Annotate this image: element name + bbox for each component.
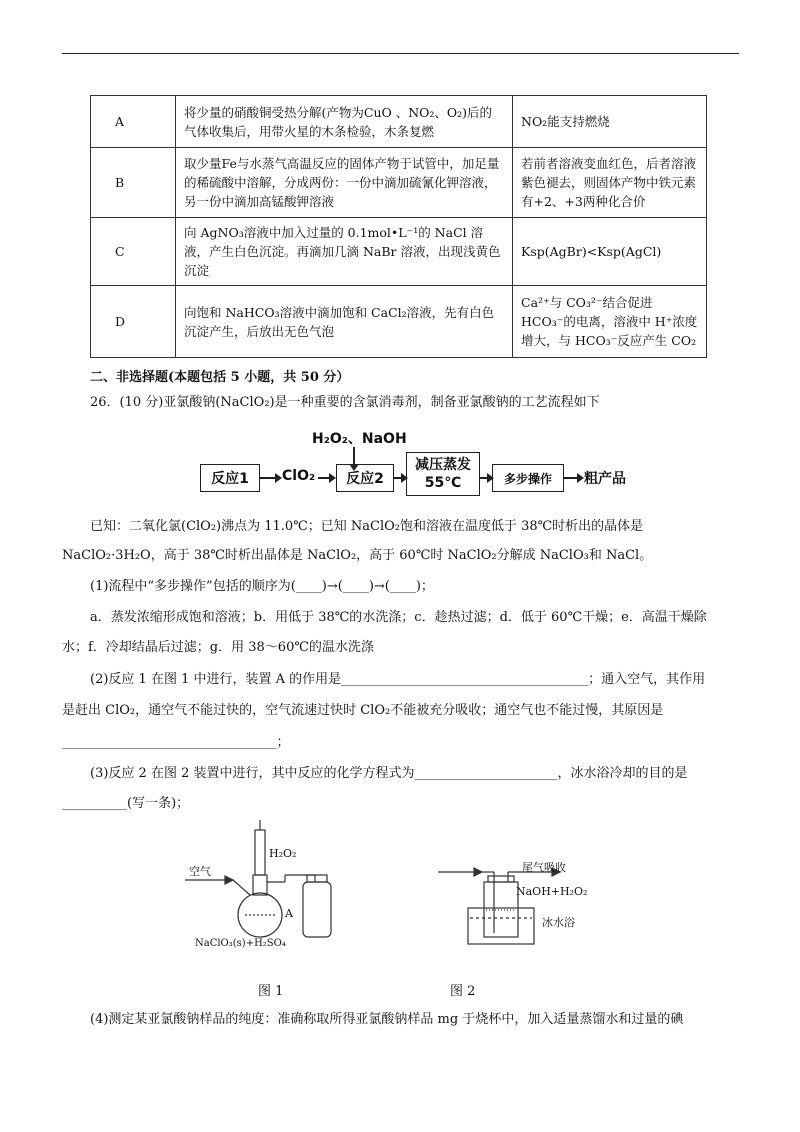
row-label: C	[91, 218, 176, 286]
evaporation-label: 减压蒸发	[415, 457, 471, 473]
q26-intro: 26．(10 分)亚氯酸钠(NaClO₂)是一种重要的含氯消毒剂，制备亚氯酸钠的工艺流程如下	[90, 395, 600, 410]
fig2-solution-label: NaOH+H₂O₂	[516, 885, 588, 898]
fig1-a-label: A	[285, 907, 293, 920]
row-conclusion: 若前者溶液变血红色，后者溶液紫色褪去，则固体产物中铁元素有+2、+3两种化合价	[513, 148, 707, 218]
fig1-flask-label: NaClO₃(s)+H₂SO₄	[195, 938, 286, 949]
flow-step-reaction2: 反应2	[336, 464, 394, 492]
options-line-2: 水；f．冷却结晶后过滤；g．用 38～60℃的温水洗涤	[62, 640, 374, 655]
row-label: A	[91, 96, 176, 148]
figure-2-apparatus	[438, 858, 618, 953]
table-row	[91, 286, 707, 358]
question-2-line-1: (2)反应 1 在图 1 中进行，装置 A 的作用是______________________________________；通入空气，其作用	[90, 672, 706, 687]
fig1-air-label: 空气	[189, 865, 211, 878]
flow-arrow	[564, 477, 578, 479]
table-row	[91, 148, 707, 218]
question-4-line-1: (4)测定某亚氯酸钠样品的纯度：准确称取所得亚氯酸钠样品 mg 于烧杯中，加入适量蒸馏水和过量的碘	[90, 1012, 684, 1027]
row-experiment: 向饱和 NaHCO₃溶液中滴加饱和 CaCl₂溶液，先有白色沉淀产生，后放出无色气泡	[176, 286, 513, 358]
row-experiment: 取少量Fe与水蒸气高温反应的固体产物于试管中，加足量的稀硫酸中溶解，分成两份：一份中滴加硫氰化钾溶液，另一份中滴加高锰酸钾溶液	[176, 148, 513, 218]
flow-step-evaporation	[406, 452, 480, 496]
fig2-tail-label: 尾气吸收	[522, 861, 566, 874]
table-row	[91, 218, 707, 286]
process-flowchart	[200, 428, 630, 508]
flow-reagents: H₂O₂、NaOH	[312, 431, 407, 447]
flow-product: 粗产品	[584, 471, 626, 487]
flow-arrow	[318, 477, 330, 479]
evaporation-temp: 55℃	[424, 475, 462, 491]
row-conclusion: Ca²⁺与 CO₃²⁻结合促进 HCO₃⁻的电离，溶液中 H⁺浓度增大，与 HCO₃⁻反应产生 CO₂	[513, 286, 707, 358]
known-line-2: NaClO₂·3H₂O，高于 38℃时析出晶体是 NaClO₂，高于 60℃时 NaClO₂分解成 NaClO₃和 NaCl。	[62, 548, 653, 563]
flow-arrow	[480, 477, 488, 479]
flow-step-reaction1: 反应1	[200, 464, 260, 492]
question-2-line-2: 是赶出 ClO₂，通空气不能过快的，空气流速过快时 ClO₂不能被充分吸收；通空气也不能过慢，其原因是	[62, 703, 664, 718]
flow-arrow	[394, 477, 402, 479]
question-2-line-3: _________________________________；	[62, 735, 290, 750]
table-row	[91, 96, 707, 148]
figure-1-drawing	[185, 820, 355, 950]
row-label: B	[91, 148, 176, 218]
row-experiment: 将少量的硝酸铜受热分解(产物为CuO 、NO₂、O₂)后的气体收集后，用带火星的木条检验，木条复燃	[176, 96, 513, 148]
flow-clo2: ClO₂	[282, 468, 316, 484]
row-label: D	[91, 286, 176, 358]
row-experiment: 向 AgNO₃溶液中加入过量的 0.1mol•L⁻¹的 NaCl 溶液，产生白色沉淀。再滴加几滴 NaBr 溶液，出现浅黄色沉淀	[176, 218, 513, 286]
figure-1-apparatus	[185, 820, 355, 950]
options-table	[90, 95, 707, 358]
question-3-line-1: (3)反应 2 在图 2 装置中进行，其中反应的化学方程式为______________________，冰水浴冷却的目的是	[90, 766, 688, 781]
question-3-line-2: __________(写一条)；	[62, 796, 190, 811]
reagent-arrow	[353, 447, 355, 465]
flow-step-multistep: 多步操作	[492, 464, 564, 492]
flow-arrow	[260, 477, 276, 479]
header-rule	[62, 53, 739, 54]
row-conclusion: Ksp(AgBr)<Ksp(AgCl)	[513, 218, 707, 286]
options-line-1: a．蒸发浓缩形成饱和溶液；b．用低于 38℃的水洗涤；c．趁热过滤；d．低于 60℃干燥；e．高温干燥除	[90, 610, 707, 625]
section-title: 二、非选择题(本题包括 5 小题，共 50 分）	[90, 370, 350, 385]
row-conclusion: NO₂能支持燃烧	[513, 96, 707, 148]
fig2-bath-label: 冰水浴	[542, 916, 575, 929]
question-1: (1)流程中“多步操作”包括的顺序为(____)→(____)→(____)；	[90, 579, 434, 594]
figure-1-caption: 图 1	[258, 984, 284, 999]
figure-2-caption: 图 2	[450, 984, 476, 999]
known-line-1: 已知：二氧化氯(ClO₂)沸点为 11.0℃；已知 NaClO₂饱和溶液在温度低于 38℃时析出的晶体是	[90, 519, 644, 534]
fig1-h2o2-label: H₂O₂	[269, 847, 297, 860]
